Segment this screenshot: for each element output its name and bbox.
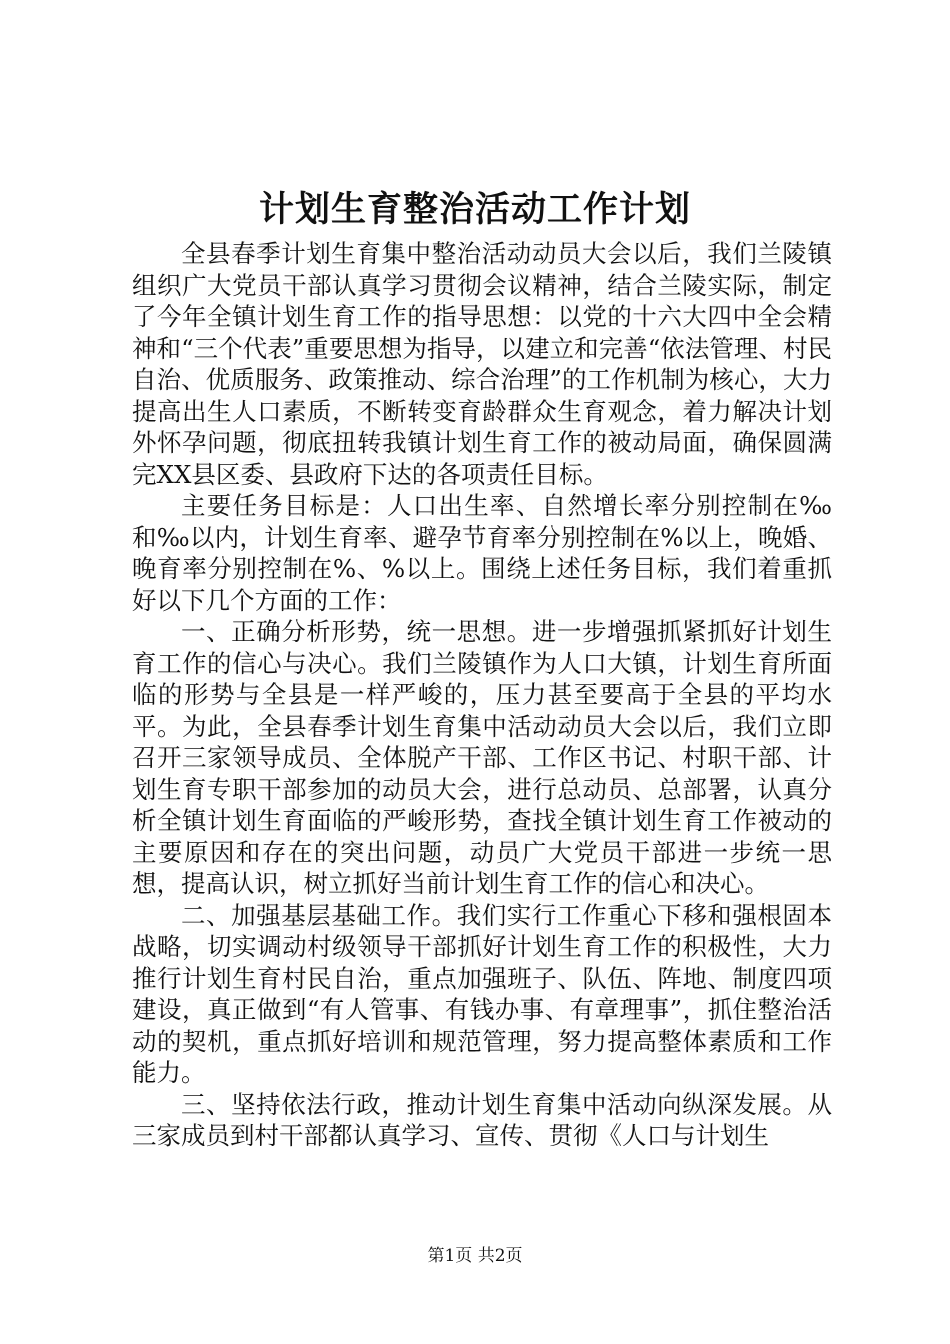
paragraph-section-three: 三、坚持依法行政，推动计划生育集中活动向纵深发展。从三家成员到村干部都认真学习、宣传、贯彻《人口与计划生 xyxy=(132,1089,832,1150)
document-body xyxy=(132,238,832,1152)
paragraph-section-two: 二、加强基层基础工作。我们实行工作重心下移和强根固本战略，切实调动村级领导干部抓好计划生育工作的积极性，大力推行计划生育村民自治，重点加强班子、队伍、阵地、制度四项建设，真正做到“有人管事、有钱办事、有章理事”，抓住整治活动的契机，重点抓好培训和规范管理，努力提高整体素质和工作能力。 xyxy=(132,900,832,1087)
document-title: 计划生育整治活动工作计划 xyxy=(258,189,691,230)
page-footer: 第1页 共2页 xyxy=(427,1246,523,1266)
paragraph-section-one: 一、正确分析形势，统一思想。进一步增强抓紧抓好计划生育工作的信心与决心。我们兰陵镇作为人口大镇，计划生育所面临的形势与全县是一样严峻的，压力甚至要高于全县的平均水平。为此，全县春季计划生育集中活动动员大会以后，我们立即召开三家领导成员、全体脱产干部、工作区书记、村职干部、计划生育专职干部参加的动员大会，进行总动员、总部署，认真分析全镇计划生育面临的严峻形势，查找全镇计划生育工作被动的主要原因和存在的突出问题，动员广大党员干部进一步统一思想，提高认识，树立抓好当前计划生育工作的信心和决心。 xyxy=(132,617,832,898)
paragraph-guiding-thought: 全县春季计划生育集中整治活动动员大会以后，我们兰陵镇组织广大党员干部认真学习贯彻会议精神，结合兰陵实际，制定了今年全镇计划生育工作的指导思想：以党的十六大四中全会精神和“三个代表”重要思想为指导，以建立和完善“依法管理、村民自治、优质服务、政策推动、综合治理”的工作机制为核心，大力提高出生人口素质，不断转变育龄群众生育观念，着力解决计划外怀孕问题，彻底扭转我镇计划生育工作的被动局面，确保圆满完XX县区委、县政府下达的各项责任目标。 xyxy=(132,239,832,489)
paragraph-task-targets: 主要任务目标是：人口出生率、自然增长率分别控制在‰和‰以内，计划生育率、避孕节育率分别控制在%以上，晚婚、晚育率分别控制在%、%以上。围绕上述任务目标，我们着重抓好以下几个方面的工作： xyxy=(132,491,832,615)
